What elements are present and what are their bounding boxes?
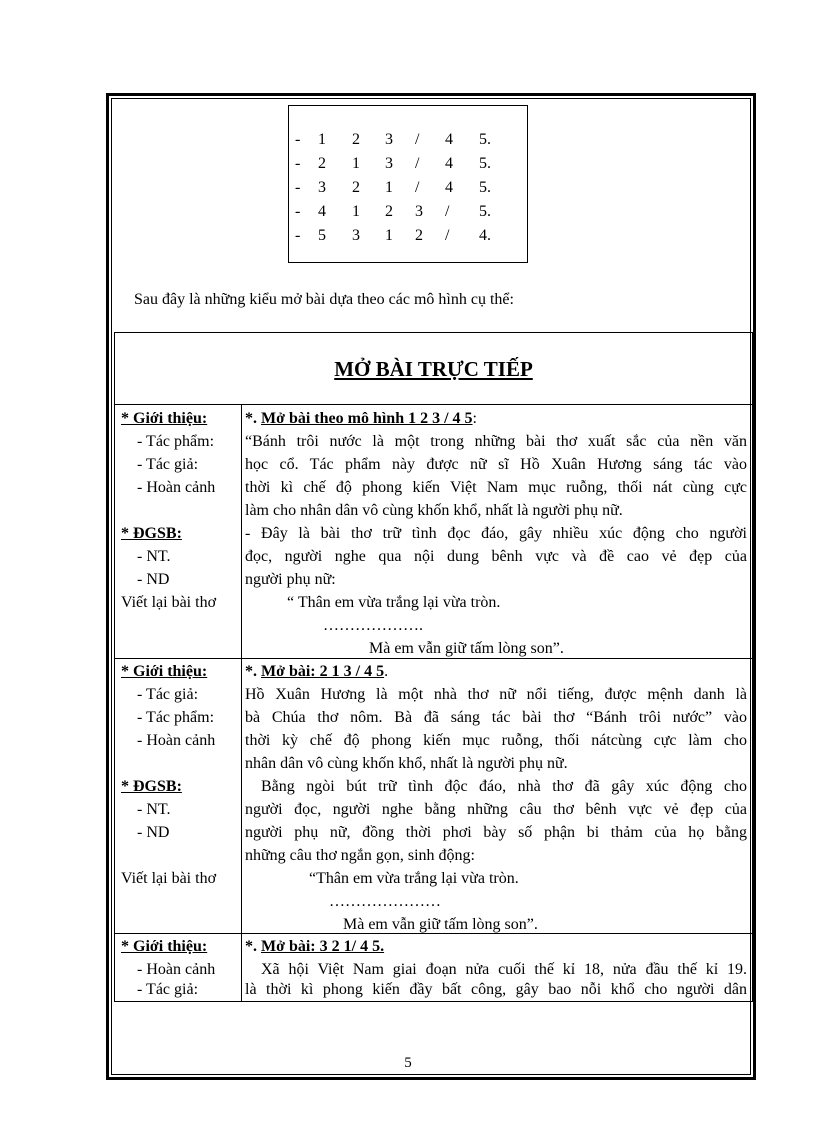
content-line: Bằng ngòi bút trữ tình độc đáo, nhà thơ đã gây xúc động cho xyxy=(261,778,747,795)
label-item: - Hoàn cảnh xyxy=(137,732,216,749)
intro-paragraph: Sau đây là những kiểu mở bài dựa theo các mô hình cụ thể: xyxy=(134,291,514,308)
label-viet-lai: Viết lại bài thơ xyxy=(121,870,217,887)
poem-line: ………………… xyxy=(329,893,441,910)
label-gioi-thieu: * Giới thiệu: xyxy=(121,410,208,427)
table-title-cell xyxy=(115,333,752,405)
label-item: - Hoàn cảnh xyxy=(137,479,216,496)
intro-models-table xyxy=(114,332,753,1002)
label-nt: - NT. xyxy=(137,801,171,818)
content-line: - Đây là bài thơ trữ tình đọc đáo, gây nhiều xúc động cho người xyxy=(245,525,747,542)
content-line: người phụ nữ, đồng thời phơi bày số phận bi thảm của họ bằng xyxy=(245,824,747,841)
poem-line: ………………. xyxy=(323,617,423,634)
section-heading: *. Mở bài: 3 2 1/ 4 5. xyxy=(245,938,385,955)
label-item: - Tác giả: xyxy=(137,686,199,703)
content-line: những câu thơ ngắn gọn, sinh động: xyxy=(245,847,475,864)
poem-line: Mà em vẫn giữ tấm lòng son”. xyxy=(369,640,564,657)
label-item: - Tác phẩm: xyxy=(137,709,215,726)
label-nd: - ND xyxy=(137,824,170,841)
label-item: - Hoàn cảnh xyxy=(137,961,216,978)
content-line: đọc, người nghe qua nội dung bênh vực và đề cao vẻ đẹp của xyxy=(245,548,747,565)
section-heading: *. Mở bài: 2 1 3 / 4 5. xyxy=(245,663,389,680)
label-item: - Tác phẩm: xyxy=(137,433,215,450)
label-item: - Tác giả: xyxy=(137,456,199,473)
content-line: Hồ Xuân Hương là một nhà thơ nữ nổi tiếng, được mệnh danh là xyxy=(245,686,747,703)
label-nt: - NT. xyxy=(137,548,171,565)
poem-line: “Thân em vừa trắng lại vừa tròn. xyxy=(309,870,519,887)
table-title: MỞ BÀI TRỰC TIẾP xyxy=(334,357,533,381)
content-line: người phụ nữ: xyxy=(245,571,336,588)
content-line: thời kì chế độ phong kiến Việt Nam mục ruỗng, thối nát cùng cực xyxy=(245,479,747,496)
label-nd: - ND xyxy=(137,571,170,588)
label-dgsb: * ĐGSB: xyxy=(121,778,182,795)
content-line: “Bánh trôi nước là một trong những bài thơ xuất sắc của nền văn xyxy=(245,433,747,450)
section-heading: *. Mở bài theo mô hình 1 2 3 / 4 5: xyxy=(245,410,477,427)
content-line: làm cho nhân dân vô cùng khốn khổ, nhất là người phụ nữ. xyxy=(245,502,623,519)
content-line: người đọc, người nghe bằng những câu thơ bênh vực vẻ đẹp của xyxy=(245,801,747,818)
model-sequence-box: - 1 2 3 / 4 5. - 2 1 3 / 4 5. - 3 2 1 / 4 5. - 4 1 2 3 / 5. - 5 3 1 2 / 4. xyxy=(288,105,528,263)
label-gioi-thieu: * Giới thiệu: xyxy=(121,663,208,680)
label-item: - Tác giả: xyxy=(137,981,199,998)
content-line: nhân dân vô cùng khốn khổ, nhất là người phụ nữ. xyxy=(245,755,568,772)
label-gioi-thieu: * Giới thiệu: xyxy=(121,938,208,955)
page-number: 5 xyxy=(404,1055,412,1071)
poem-line: “ Thân em vừa trắng lại vừa tròn. xyxy=(287,594,501,611)
content-line: thời kỳ chế độ phong kiến mục ruỗng, thối nátcùng cực làm cho xyxy=(245,732,747,749)
label-viet-lai: Viết lại bài thơ xyxy=(121,594,217,611)
column-divider xyxy=(241,405,242,1002)
content-line: học cổ. Tác phẩm này được nữ sĩ Hồ Xuân Hương sáng tác vào xyxy=(245,456,747,473)
poem-line: Mà em vẫn giữ tấm lòng son”. xyxy=(343,916,538,933)
content-line: Xã hội Việt Nam giai đoạn nửa cuối thế kỉ 18, nửa đầu thế kỉ 19. xyxy=(261,961,747,978)
content-line: là thời kì phong kiến đầy bất công, gây bao nỗi khổ cho người dân xyxy=(245,981,747,998)
content-line: bà Chúa thơ nôm. Bà đã sáng tác bài thơ “Bánh trôi nước” vào xyxy=(245,709,747,726)
label-dgsb: * ĐGSB: xyxy=(121,525,182,542)
